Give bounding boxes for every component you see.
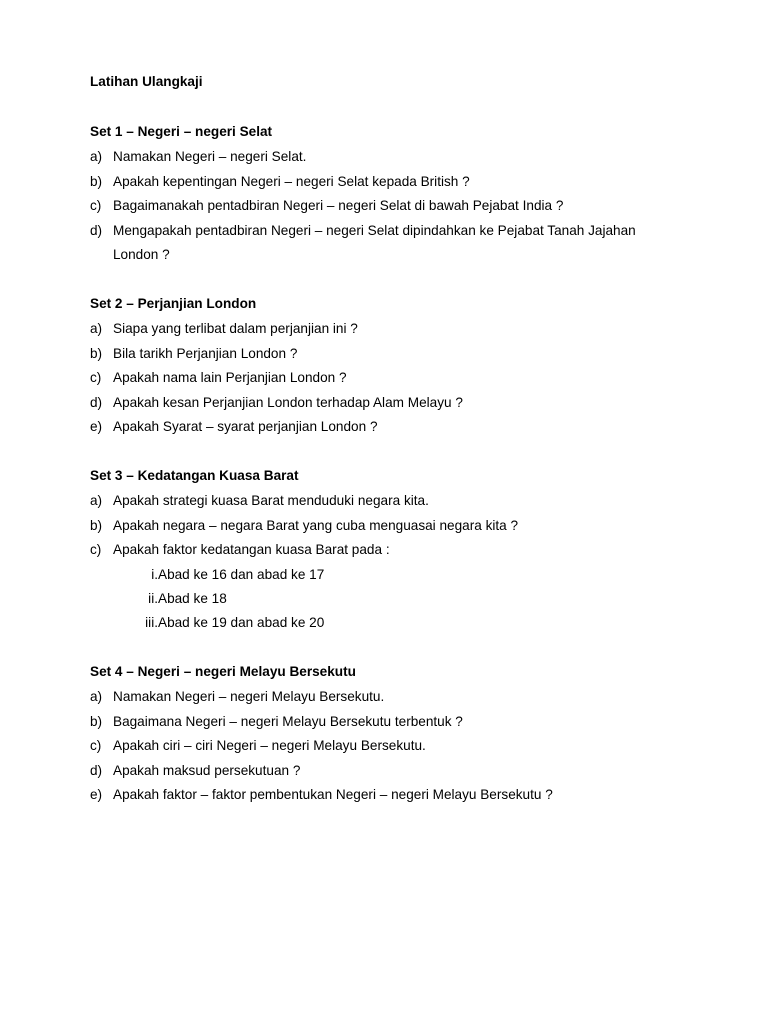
sub-item-text: Abad ke 19 dan abad ke 20: [158, 615, 325, 631]
question-label: e): [90, 787, 103, 802]
question-label: b): [90, 345, 103, 361]
question-item: [90, 393, 730, 418]
question-item: [90, 687, 730, 712]
sub-item-text: Abad ke 16 dan abad ke 17: [158, 566, 325, 582]
question-item: [90, 540, 730, 565]
question-item: [90, 172, 730, 197]
question-item: [90, 147, 730, 172]
question-text: Apakah ciri – ciri Negeri – negeri Melayu Bersekutu.: [113, 738, 426, 753]
question-label: a): [90, 689, 103, 704]
question-item: [90, 785, 730, 810]
question-text: Siapa yang terlibat dalam perjanjian ini ?: [113, 321, 358, 336]
question-label: c): [90, 542, 102, 557]
question-text: Apakah nama lain Perjanjian London ?: [113, 370, 347, 385]
question-text: Apakah faktor kedatangan kuasa Barat pada :: [113, 542, 390, 557]
question-item: [90, 491, 730, 516]
question-label: b): [90, 173, 103, 189]
sub-item-label: ii.: [148, 590, 158, 606]
sub-item: [90, 589, 730, 613]
question-text: Apakah kesan Perjanjian London terhadap Alam Melayu ?: [113, 394, 463, 410]
question-item: [90, 736, 730, 761]
question-label: a): [90, 321, 103, 336]
set-2-section: [90, 294, 730, 442]
set-heading: Set 2 – Perjanjian London: [90, 296, 257, 311]
set-4-section: [90, 662, 730, 810]
question-label: d): [90, 394, 103, 410]
set-heading: Set 3 – Kedatangan Kuasa Barat: [90, 468, 299, 483]
question-item: [90, 516, 730, 541]
question-label: d): [90, 762, 103, 778]
question-text: Apakah maksud persekutuan ?: [113, 762, 301, 778]
sub-item-label: iii.: [145, 615, 158, 631]
sub-item: [90, 613, 730, 637]
sub-item: [90, 565, 730, 589]
question-label: c): [90, 738, 102, 753]
question-text: Apakah negara – negara Barat yang cuba menguasai negara kita ?: [113, 517, 519, 533]
question-label: c): [90, 198, 102, 213]
question-item: [90, 221, 730, 270]
question-item: [90, 417, 730, 442]
question-label: c): [90, 370, 102, 385]
question-label: a): [90, 493, 103, 508]
question-label: b): [90, 517, 103, 533]
set-heading: Set 4 – Negeri – negeri Melayu Bersekutu: [90, 664, 356, 679]
question-item: [90, 196, 730, 221]
question-item: [90, 368, 730, 393]
question-item: [90, 319, 730, 344]
question-text: Namakan Negeri – negeri Selat.: [113, 149, 307, 164]
question-text: Bila tarikh Perjanjian London ?: [113, 345, 298, 361]
question-item: [90, 344, 730, 369]
question-text: Bagaimanakah pentadbiran Negeri – negeri Selat di bawah Pejabat India ?: [113, 198, 564, 213]
question-text: Apakah strategi kuasa Barat menduduki negara kita.: [113, 493, 429, 508]
question-item: [90, 712, 730, 737]
question-text: Apakah faktor – faktor pembentukan Negeri – negeri Melayu Bersekutu ?: [113, 787, 553, 802]
document-title: Latihan Ulangkaji: [90, 74, 203, 89]
question-label: d): [90, 222, 103, 238]
question-text: Apakah Syarat – syarat perjanjian London ?: [113, 419, 378, 434]
question-text: Mengapakah pentadbiran Negeri – negeri Selat dipindahkan ke Pejabat Tanah Jajahan London ?: [113, 222, 636, 262]
question-text: Namakan Negeri – negeri Melayu Bersekutu.: [113, 689, 385, 704]
question-label: a): [90, 149, 103, 164]
question-item: [90, 761, 730, 786]
question-label: b): [90, 713, 103, 729]
question-label: e): [90, 419, 103, 434]
question-text: Bagaimana Negeri – negeri Melayu Bersekutu terbentuk ?: [113, 713, 463, 729]
set-heading: Set 1 – Negeri – negeri Selat: [90, 124, 273, 139]
question-text: Apakah kepentingan Negeri – negeri Selat kepada British ?: [113, 173, 470, 189]
sub-item-label: i.: [151, 566, 158, 582]
set-3-section: [90, 466, 730, 637]
set-1-section: [90, 122, 730, 270]
sub-item-text: Abad ke 18: [158, 590, 227, 606]
